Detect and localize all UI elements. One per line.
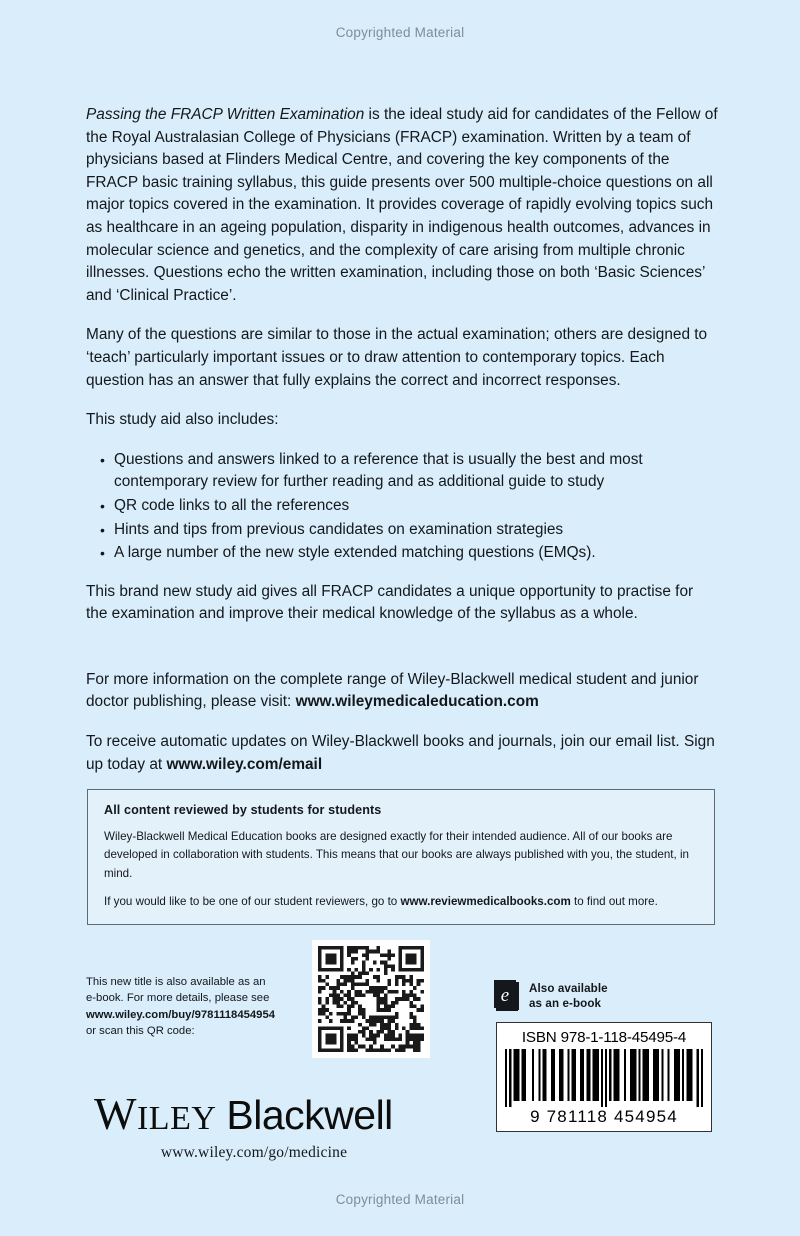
wiley-blackwell-logo [94,1089,414,1162]
ebook-buy-link[interactable]: www.wiley.com/buy/9781118454954 [86,1008,276,1021]
reviewmedicalbooks-link[interactable]: www.reviewmedicalbooks.com [400,895,571,909]
ebook-icon [494,980,520,1012]
blurb-content [86,104,718,793]
book-title-italic: Passing the FRACP Written Examination [86,106,365,123]
ebook-badge-line-1: Also available [529,982,608,995]
list-item: • QR code links to all the references [100,495,718,518]
wiley-w: W [94,1089,137,1139]
ebook-note-line-1: This new title is also available as an [86,976,266,988]
spacer [86,643,718,669]
ebook-badge [494,980,608,1012]
review-box [87,789,715,925]
barcode-image [505,1049,703,1107]
isbn-block [496,1022,712,1132]
ebook-badge-text [529,981,608,1011]
list-item: • Hints and tips from previous candidates on examination strategies [100,519,718,542]
ebook-note-line-4: or scan this QR code: [86,1025,195,1038]
wiley-email-link[interactable]: www.wiley.com/email [166,755,323,773]
updates-paragraph [86,731,718,776]
more-info-text: For more information on the complete range of Wiley-Blackwell medical student and junior doctor publishing, please visit: [86,670,699,711]
list-item: • A large number of the new style extended matching questions (EMQs). [100,542,718,565]
blurb-paragraph-2: Many of the questions are similar to those in the actual examination; others are designed to ‘teach’ particularly important issues or to draw attention to contemporary topics. Each question has an answer that fully explains the correct and incorrect responses. [86,326,708,389]
review-box-text-before: If you would like to be one of our student reviewers, go to [104,895,401,909]
blurb-paragraph-1-rest: is the ideal study aid for candidates of the Fellow of the Royal Australasian College of Physicians (FRACP) examination. Written by a team of physicians based at Flinders Medical Centre, and covering the key components of the FRACP basic training syllabus, this guide presents over 500 multiple-choice questions on all major topics covered in the examination. It provides coverage of rapidly evolving topics such as healthcare in an ageing population, disparity in indigenous health outcomes, advances in molecular science and genetics, and the complexity of care arising from multiple chronic illnesses. Questions echo the written examination, including those on both ‘Basic Sciences’ and ‘Clinical Practice’. [86,106,718,304]
wileymedicaleducation-link[interactable]: www.wileymedicaleducation.com [295,693,539,711]
blurb-paragraph-1 [86,104,718,307]
qr-code-image [318,946,424,1052]
copyrighted-material-bottom: Copyrighted Material [335,1192,465,1207]
wiley-wordmark [94,1089,216,1139]
wiley-rest: ILEY [136,1100,217,1137]
bottom-area [0,930,800,1230]
more-info-paragraph [86,669,718,714]
wiley-medicine-url[interactable]: www.wiley.com/go/medicine [160,1144,348,1161]
feature-list [86,449,718,565]
updates-text: To receive automatic updates on Wiley-Blackwell books and journals, join our email list. Sign up today at [86,733,715,773]
copyrighted-material-top: Copyrighted Material [335,25,465,40]
blackwell-wordmark: Blackwell [226,1092,393,1138]
review-box-paragraph-2 [104,893,698,911]
qr-code[interactable] [312,940,430,1058]
review-box-paragraph-1: Wiley-Blackwell Medical Education books are designed exactly for their intended audience. All of our books are developed in collaboration with students. This means that our books are always published with you, the student, in mind. [104,830,689,880]
ebook-note [86,974,286,1040]
blurb-paragraph-3: This brand new study aid gives all FRACP candidates a unique opportunity to practise for the examination and improve their medical knowledge of the syllabus as a whole. [86,582,694,623]
isbn-label: ISBN 978-1-118-45495-4 [521,1029,687,1046]
wiley-logo-line [94,1089,414,1139]
feature-list-intro: This study aid also includes: [86,411,279,429]
review-box-text-after: to find out more. [570,895,658,909]
barcode-digits: 9 781118 454954 [530,1107,678,1126]
ebook-note-line-2: e-book. For more details, please see [86,992,270,1005]
list-item: • Questions and answers linked to a reference that is usually the best and most contemporary review for further reading and as additional guide to study [100,449,718,494]
ebook-badge-line-2: as an e-book [529,997,602,1010]
ebook-icon-glyph [494,980,520,1012]
review-box-heading: All content reviewed by students for students [104,803,382,817]
svg-text:e: e [500,985,510,1006]
